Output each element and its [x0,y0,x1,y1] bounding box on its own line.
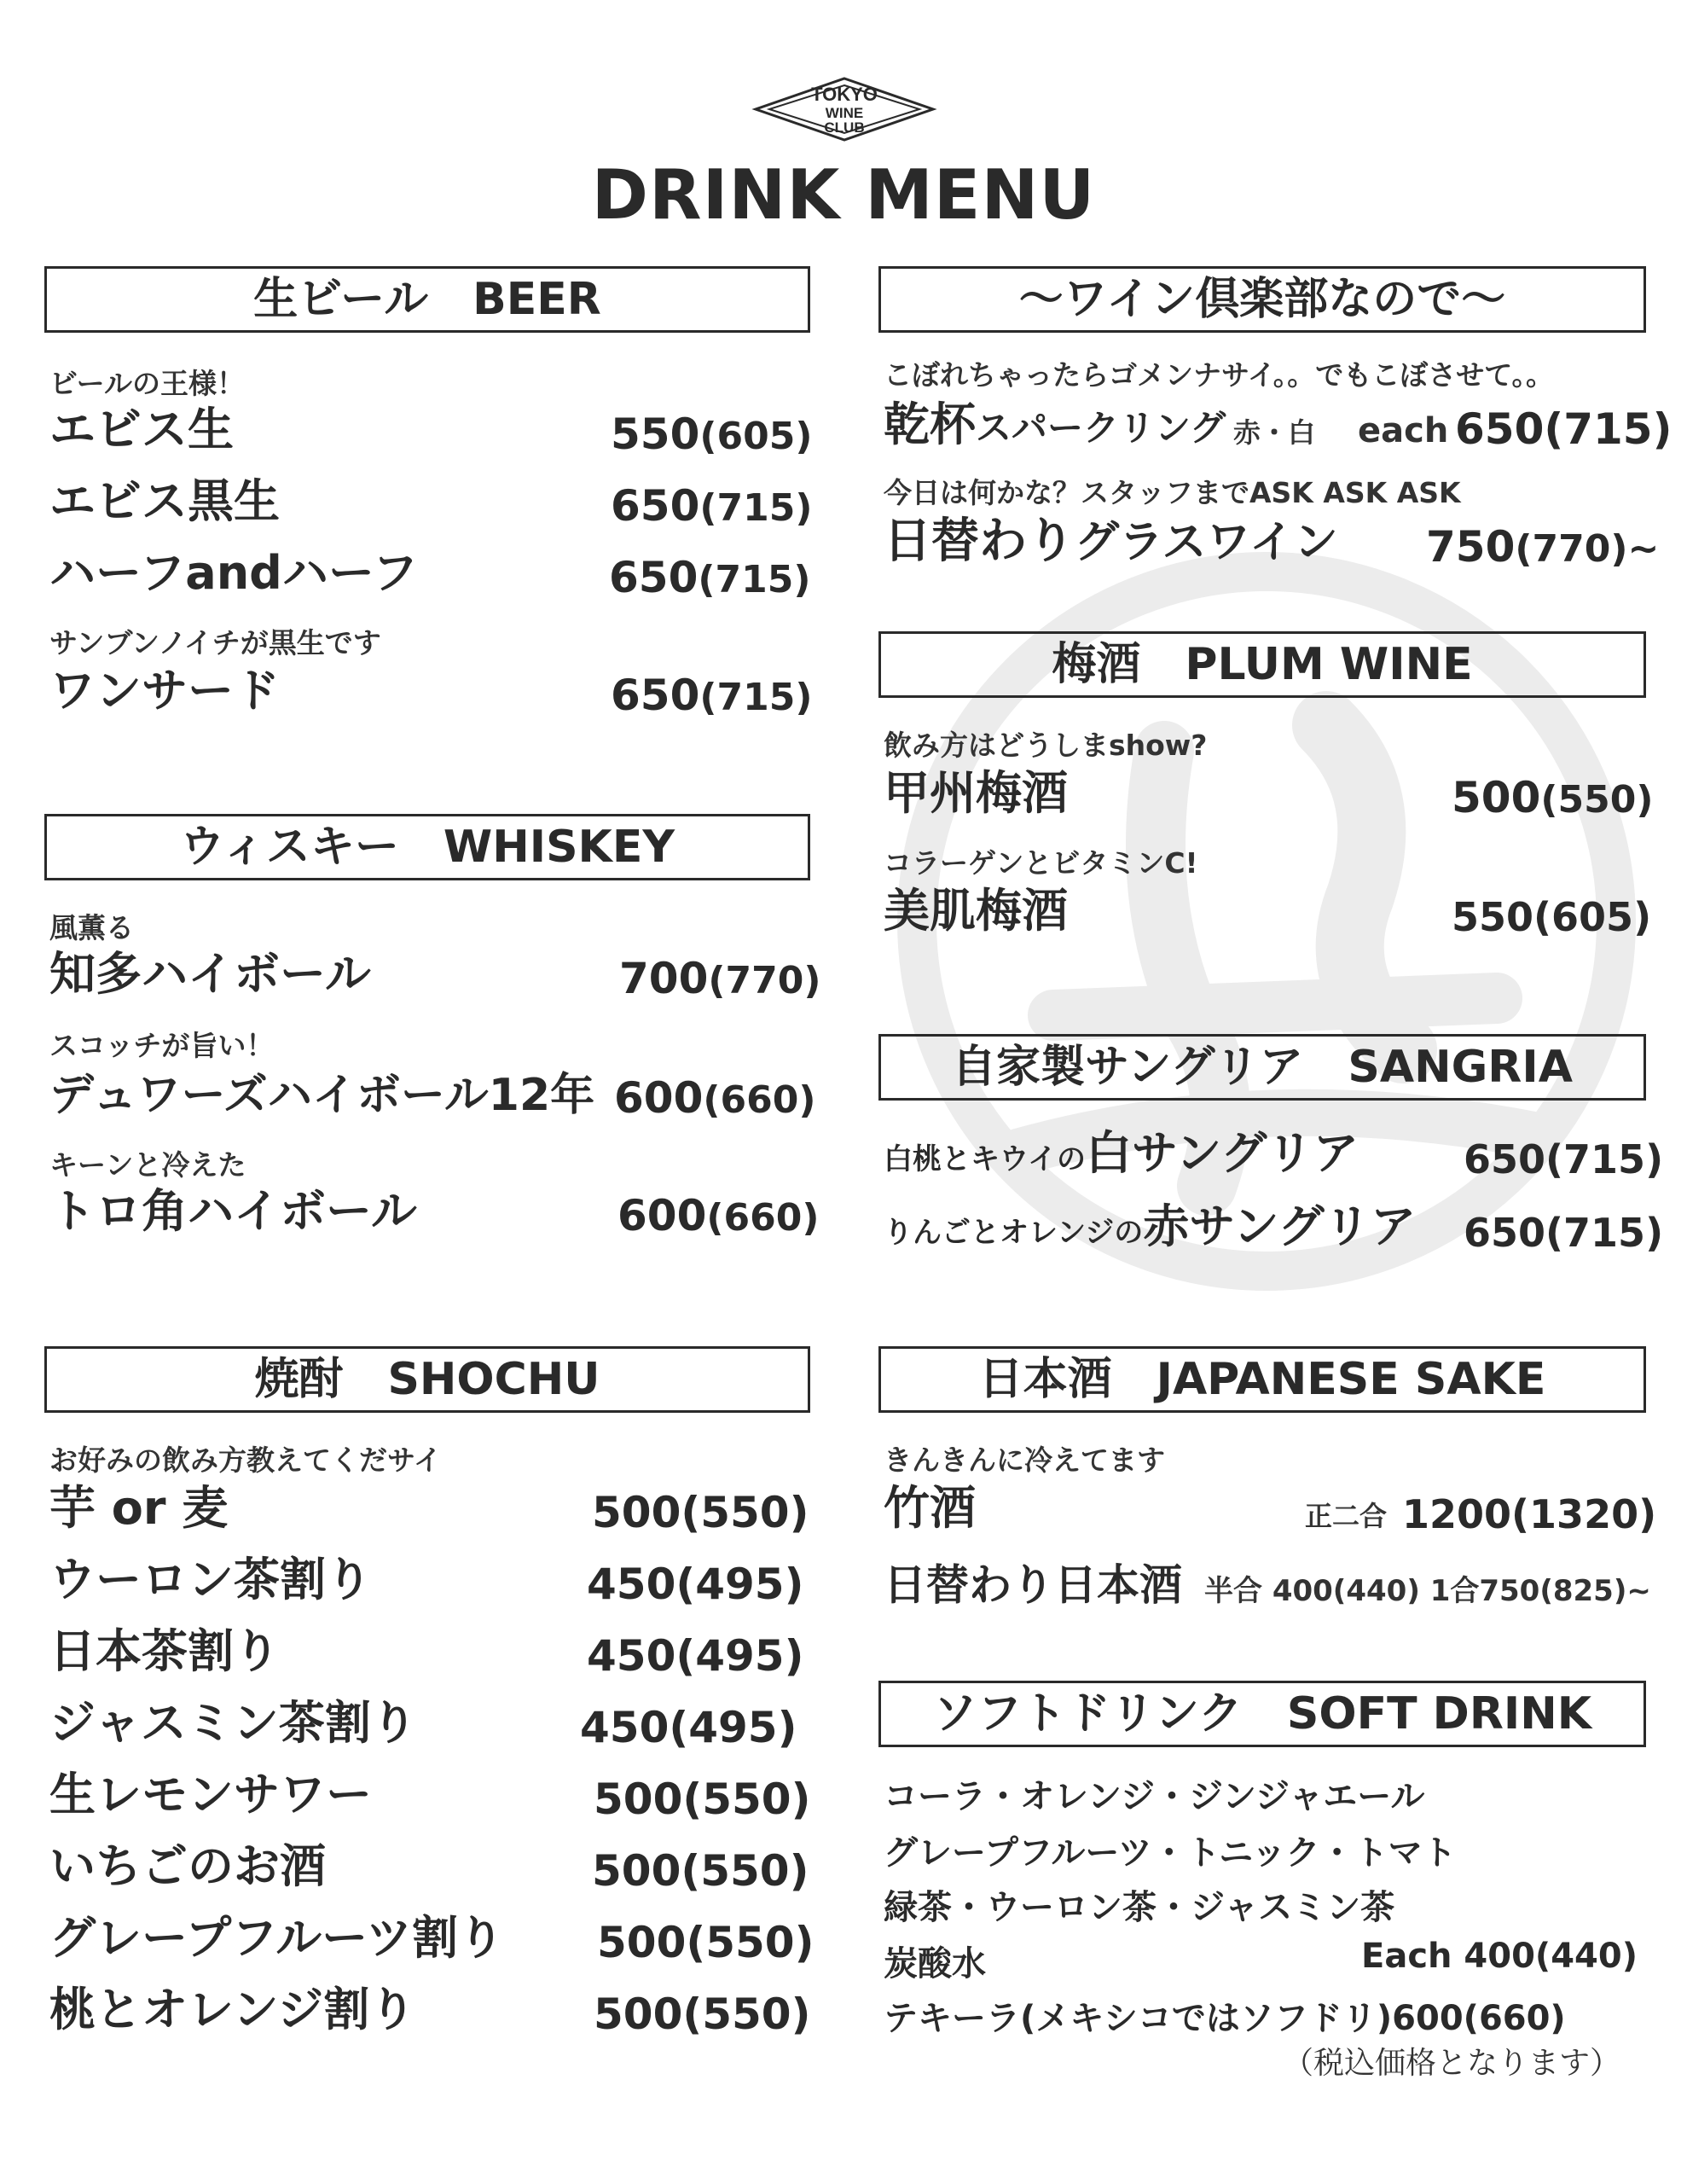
sangria-heading: 自家製サングリア SANGRIA [878,1034,1646,1101]
whiskey-note: スコッチが旨い！ [49,1029,275,1062]
soft-line: グレープフルーツ・トニック・トマト [884,1833,1457,1873]
svg-text:WINE: WINE [825,105,864,121]
item-price: 600(660) [614,1073,816,1123]
item-name: デュワーズハイボール12年 [49,1070,595,1121]
item-unit: 正二合 [1305,1500,1388,1532]
item-price: 650(715) [1455,404,1673,454]
tokyo-wine-club-logo [751,75,938,143]
menu-item [49,1764,811,1824]
item-name: 芋 or 麦 [49,1481,229,1535]
item-price: 500(550) [597,1918,815,1967]
whiskey-note: 風薫る [49,911,134,944]
item-name: ワンサード [49,664,280,717]
item-price: 500(550) [1452,773,1654,822]
item-name: エビス黒生 [49,474,280,528]
item-price: 500(550) [594,1774,811,1824]
page-title: DRINK MENU [591,155,1096,235]
menu-item [884,1478,1657,1537]
sake-note: きんきんに冷えてます [884,1443,1165,1477]
menu-item [49,543,811,602]
beer-note: ビールの王様！ [49,367,246,400]
item-name: 日替わりグラスワイン [884,514,1338,569]
item-price: 550(605) [611,410,813,459]
menu-item [49,660,813,720]
soft-line: 緑茶・ウーロン茶・ジャスミン茶 [884,1888,1395,1927]
whiskey-note: キーンと冷えた [49,1148,246,1182]
item-name: 乾杯スパークリング [884,398,1226,451]
menu-item [49,1908,815,1967]
item-name: 桃とオレンジ割り [49,1983,416,2036]
shochu-note: お好みの飲み方教えてくだサイ [49,1443,442,1477]
item-variant: 赤・白 [1233,416,1316,449]
menu-item [884,763,1654,822]
menu-item [49,1478,809,1537]
menu-item [49,1063,816,1123]
whiskey-heading: ウィスキー WHISKEY [44,814,810,880]
svg-text:CLUB: CLUB [824,119,865,136]
item-price: 500(550) [592,1488,809,1537]
sake-heading: 日本酒 JAPANESE SAKE [878,1346,1646,1413]
item-name: 日替わり日本酒 [884,1560,1182,1610]
item-price: 550(605) [1452,894,1652,940]
menu-item [49,1836,809,1896]
item-price: 650(715) [611,481,813,531]
item-each: each [1358,411,1449,450]
menu-item [884,880,1652,940]
menu-item [49,1549,804,1609]
tax-note: （税込価格となります） [1282,2046,1620,2081]
item-name: 生レモンサワー [49,1768,372,1821]
item-name: エビス生 [49,403,234,456]
soft-heading: ソフトドリンク SOFT DRINK [878,1681,1646,1747]
item-name: 竹酒 [884,1481,976,1535]
item-name: りんごとオレンジの赤サングリア [884,1199,1417,1253]
menu-item [884,1196,1664,1256]
wine-note: こぼれちゃったらゴメンナサイ。。でもこぼさせて。。 [884,358,1555,392]
shochu-heading: 焼酎 SHOCHU [44,1346,810,1413]
beer-heading: 生ビール BEER [44,266,810,333]
item-name: 知多ハイボール [49,947,371,1001]
menu-item [49,1693,800,1752]
menu-item [884,1553,1651,1612]
item-name: 白桃とキウイの白サングリア [884,1126,1359,1180]
item-price: 450(495) [587,1631,804,1681]
item-name: ウーロン茶割り [49,1553,372,1606]
item-price: 650(715) [1464,1136,1664,1182]
plum-heading: 梅酒 PLUM WINE [878,631,1646,698]
item-price: 650(715) [609,553,811,602]
item-name: トロ角ハイボール [49,1184,417,1238]
beer-note: サンブンノイチが黒生です [49,626,381,659]
svg-text:TOKYO: TOKYO [811,84,878,105]
menu-item [49,471,813,531]
wine-note: 今日は何かな？スタッフまでASK ASK ASK [884,476,1461,509]
menu-item [884,512,1660,572]
plum-note: 飲み方はどうしまshow? [884,729,1208,762]
soft-line: 炭酸水 [884,1944,986,1984]
item-price: 600(660) [617,1191,820,1240]
item-price: 500(550) [594,1989,811,2039]
item-price: 700(770) [619,954,821,1003]
menu-item [884,1123,1664,1182]
item-detail: 半合 400(440) 1合750(825)~ [1204,1574,1651,1608]
item-price: 650(715) [1464,1210,1664,1256]
menu-item [49,399,813,459]
item-price: 750(770)~ [1426,522,1660,572]
menu-item [49,1181,820,1240]
item-price: 1200(1320) [1402,1491,1657,1537]
menu-item [49,1979,811,2039]
item-price: 500(550) [592,1846,809,1896]
item-price: 650(715) [611,671,813,720]
soft-line: コーラ・オレンジ・ジンジャエール [884,1777,1425,1816]
soft-price: Each 400(440) [1361,1937,1638,1976]
item-name: グレープフルーツ割り [49,1911,504,1965]
plum-note: コラーゲンとビタミンC! [884,846,1198,880]
item-name: いちごのお酒 [49,1839,326,1893]
item-price: 450(495) [587,1560,804,1609]
menu-item [49,944,821,1003]
item-name: ジャスミン茶割り [49,1696,417,1750]
item-name: 日本茶割り [49,1624,280,1678]
item-name: 美肌梅酒 [884,884,1068,938]
menu-item [884,394,1673,454]
menu-item [49,1621,804,1681]
item-name: 甲州梅酒 [884,766,1068,820]
soft-line: テキーラ(メキシコではソフドリ)600(660) [884,1999,1566,2038]
item-price: 450(495) [580,1703,797,1752]
item-name: ハーフandハーフ [49,546,419,600]
wine-heading: 〜ワイン倶楽部なので〜 [878,266,1646,333]
